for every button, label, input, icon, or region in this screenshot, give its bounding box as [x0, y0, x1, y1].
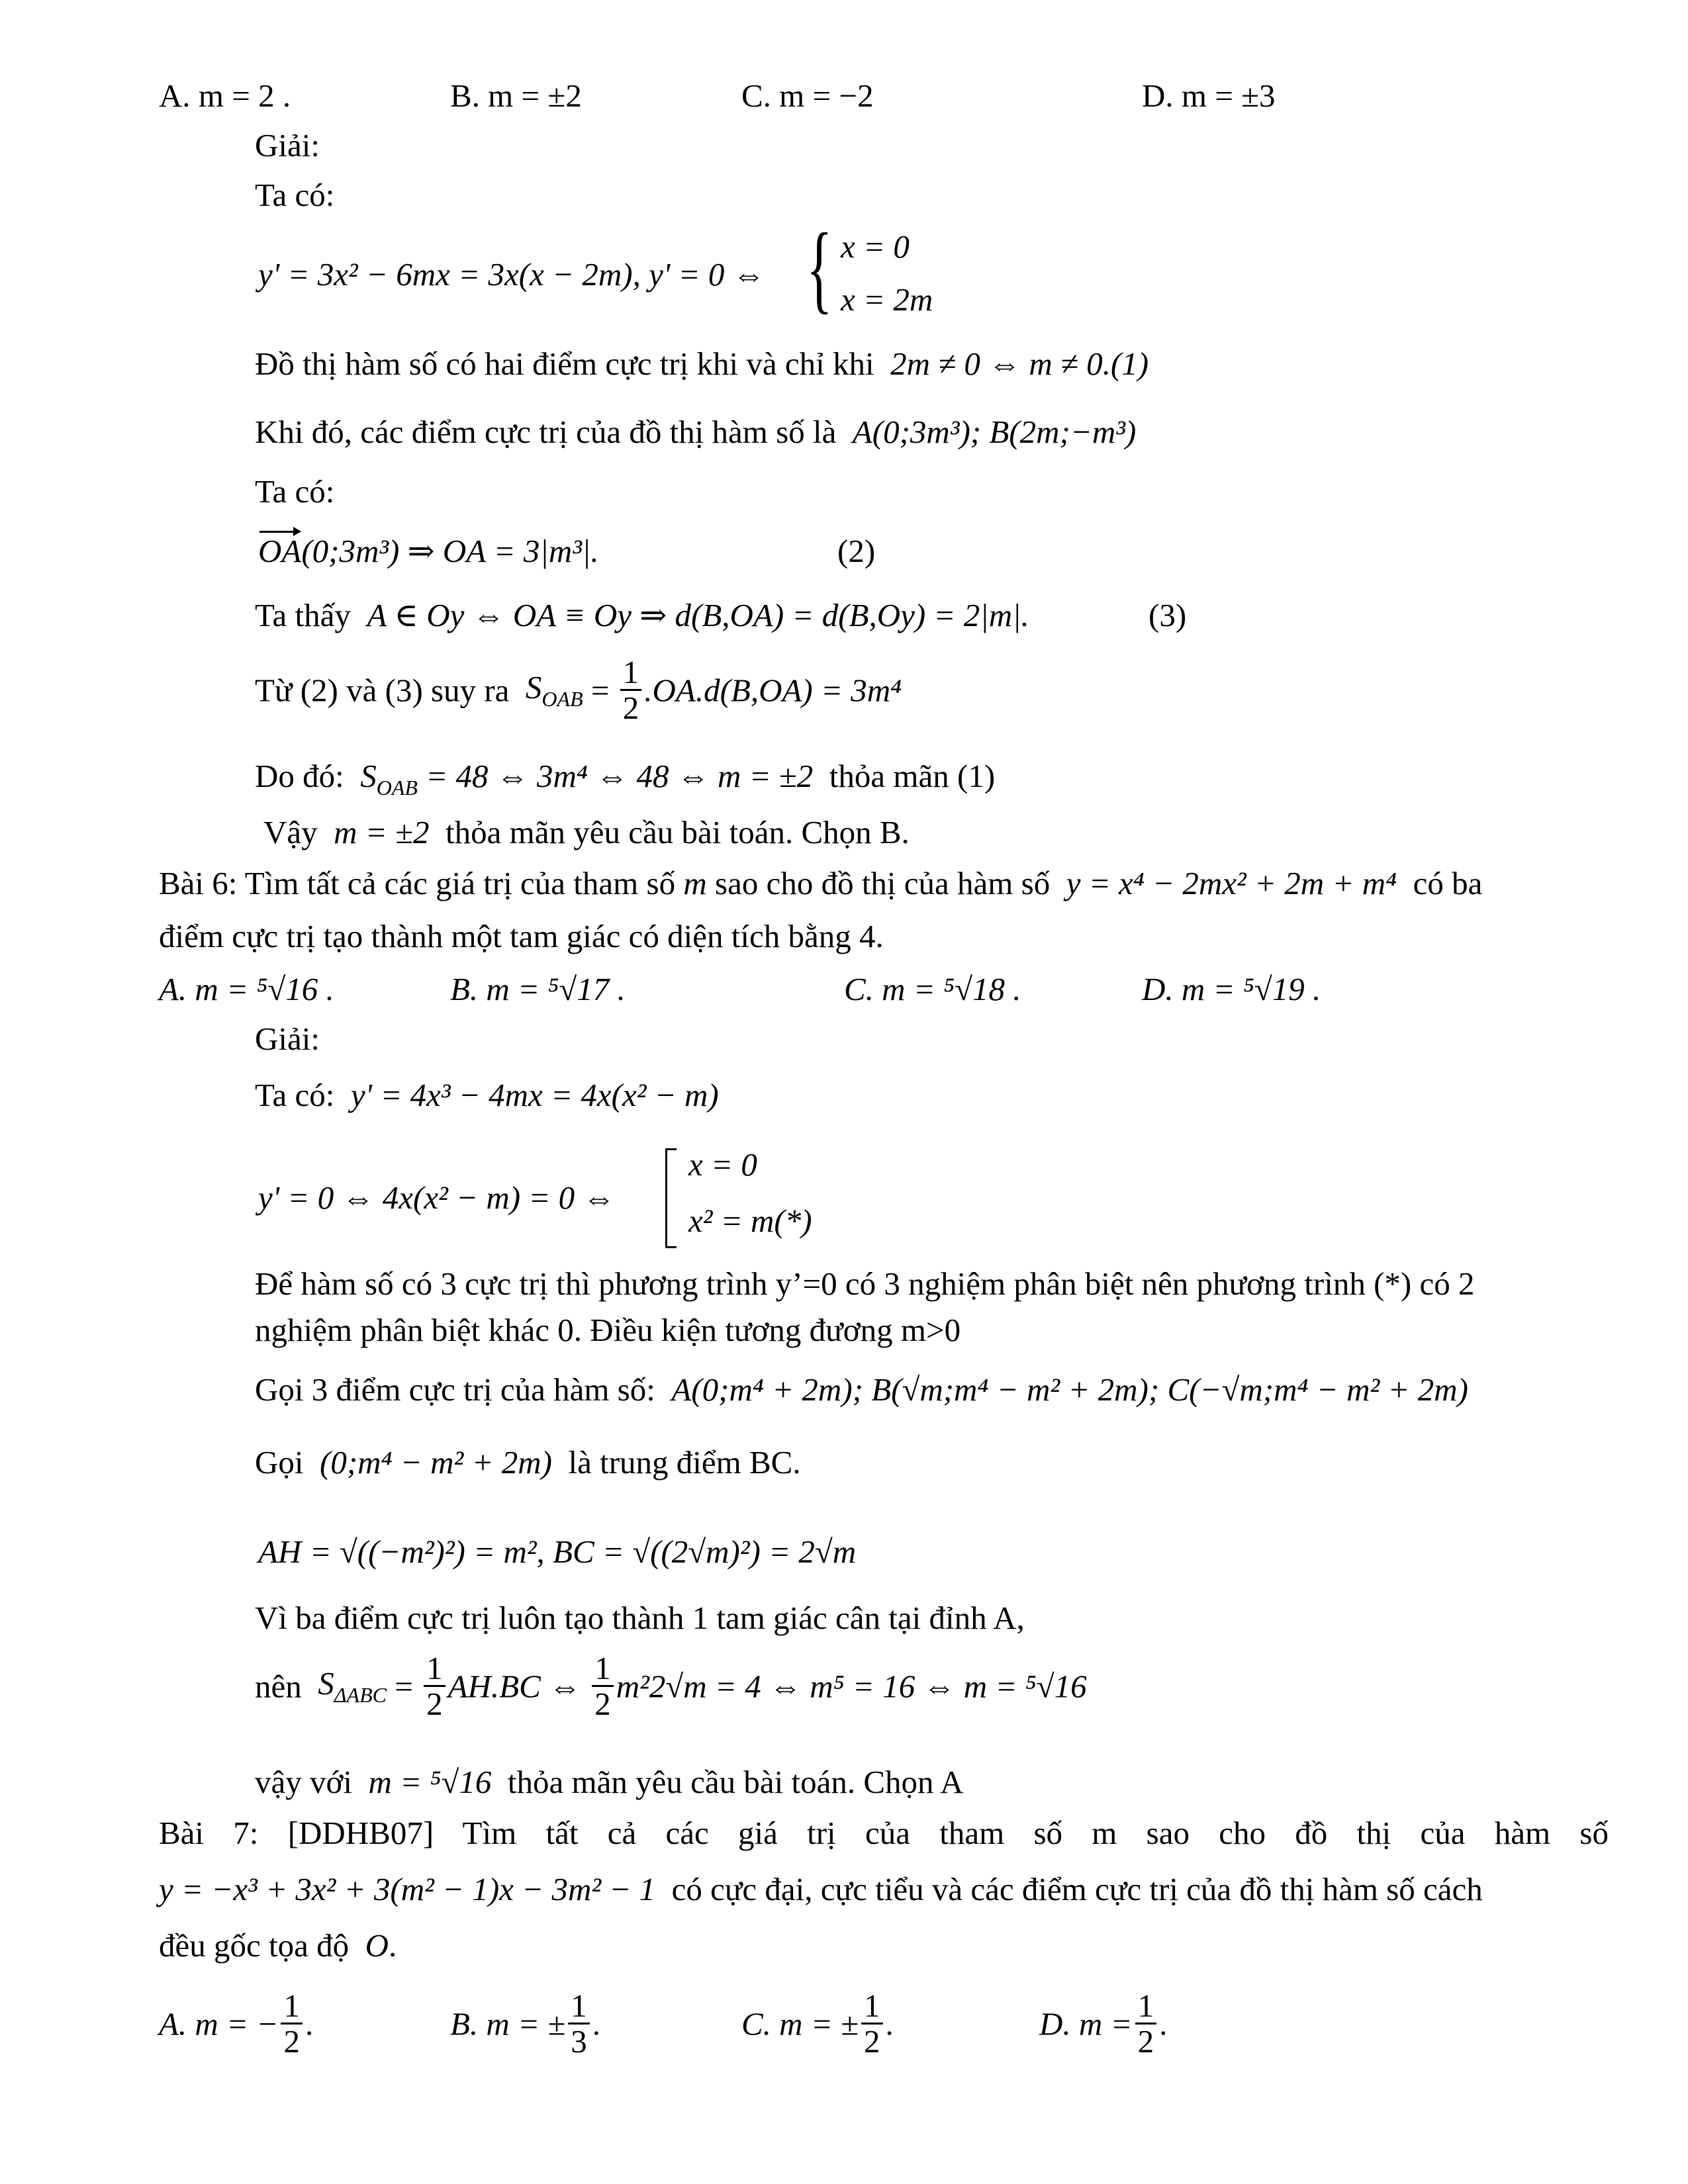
- text-line: Ta có: y' = 4x³ − 4mx = 4x(x² − m): [255, 1077, 719, 1113]
- problem-statement: Bài 7: [DDHB07] Tìm tất cả các giá trị của tham số m sao cho đồ thị của hàm số: [159, 1815, 1609, 1851]
- math-line: OA(0;3m³) ⇒ OA = 3|m³|.: [258, 533, 599, 569]
- equation-tag: (3): [1149, 597, 1187, 633]
- text-line: Vì ba điểm cực trị luôn tạo thành 1 tam giác cân tại đỉnh A,: [255, 1600, 1025, 1636]
- option-d: D. m = ±3: [1142, 77, 1276, 114]
- option-d: D. m = $\frac{1}{2}$ .: [1039, 1987, 1168, 2060]
- text-line: Để hàm số có 3 cực trị thì phương trình y’=0 có 3 nghiệm phân biệt nên phương trình (*) có 2: [255, 1265, 1475, 1302]
- text-line: Từ (2) và (3) suy ra $S_{OAB}$ = $\frac{1}{2}$ .OA.d(B,OA) = 3m⁴: [255, 654, 902, 727]
- text-line: Ta có:: [255, 177, 335, 213]
- text-line: Vậy m = ±2 thỏa mãn yêu cầu bài toán. Chọn B.: [263, 814, 910, 850]
- solution-heading: Giải:: [255, 127, 320, 163]
- text-line: Do đó: $S_{OAB} = 48$ ⇔ 3m⁴ ⇔ 48 ⇔ m = ±2 thỏa mãn (1): [255, 758, 996, 799]
- text-line: Đồ thị hàm số có hai điểm cực trị khi và chỉ khi 2m ≠ 0 ⇔ m ≠ 0.(1): [255, 345, 1149, 382]
- text-line: Ta có:: [255, 473, 335, 510]
- option-c: C. m = ± $\frac{1}{2}$ .: [741, 1987, 894, 2060]
- text-line: nên $S_{\Delta ABC}$ = $\frac{1}{2}$ AH.BC ⇔ $\frac{1}{2}$ m²2√m = 4 ⇔ m⁵ = 16 ⇔ m = ⁵√16: [255, 1650, 1087, 1723]
- option-a: A. m = 2 .: [159, 77, 291, 114]
- option-b: B. m = ±2: [450, 77, 582, 114]
- text-line: Gọi (0;m⁴ − m² + 2m) là trung điểm BC.: [255, 1444, 801, 1480]
- option-a: A. m = ⁵√16 .: [159, 971, 334, 1007]
- problem-statement: đều gốc tọa độ O.: [159, 1927, 397, 1964]
- problem-statement: y = −x³ + 3x² + 3(m² − 1)x − 3m² − 1 có cực đại, cực tiểu và các điểm cực trị của đồ thị hàm số cách: [159, 1871, 1483, 1907]
- case-line: x = 2m: [841, 281, 933, 318]
- case-line: x = 0: [688, 1146, 757, 1183]
- bracket: [665, 1148, 677, 1248]
- option-b: B. m = ± $\frac{1}{3}$ .: [450, 1987, 601, 2060]
- option-a: A. m = − $\frac{1}{2}$ .: [159, 1987, 314, 2060]
- text-line: nghiệm phân biệt khác 0. Điều kiện tương đương m>0: [255, 1312, 961, 1348]
- math-line: AH = √((−m²)²) = m², BC = √((2√m)²) = 2√m: [258, 1533, 857, 1570]
- solution-heading: Giải:: [255, 1021, 320, 1057]
- option-d: D. m = ⁵√19 .: [1142, 971, 1321, 1007]
- math-line: y' = 0 ⇔ 4x(x² − m) = 0 ⇔: [258, 1179, 616, 1216]
- derivative-formula: y' = 3x² − 6mx = 3x(x − 2m), y' = 0 ⇔: [258, 256, 765, 293]
- text-line: Khi đó, các điểm cực trị của đồ thị hàm số là A(0;3m³); B(2m;−m³): [255, 414, 1137, 450]
- case-line: x² = m(*): [688, 1203, 812, 1239]
- text-line: vậy với m = ⁵√16 thỏa mãn yêu cầu bài toán. Chọn A: [255, 1764, 964, 1800]
- text-line: Gọi 3 điểm cực trị của hàm số: A(0;m⁴ + 2m); B(√m;m⁴ − m² + 2m); C(−√m;m⁴ − m² + 2m): [255, 1371, 1468, 1408]
- option-c: C. m = −2: [741, 77, 874, 114]
- problem-statement: điểm cực trị tạo thành một tam giác có diện tích bằng 4.: [159, 918, 884, 954]
- problem-statement: Bài 6: Tìm tất cả các giá trị của tham số m sao cho đồ thị của hàm số y = x⁴ − 2mx² + 2m + m⁴ có ba: [159, 865, 1483, 901]
- text-line: Ta thấy A ∈ Oy ⇔ OA ≡ Oy ⇒ d(B,OA) = d(B,Oy) = 2|m|.: [255, 597, 1029, 633]
- left-brace: {: [806, 213, 833, 323]
- option-b: B. m = ⁵√17 .: [450, 971, 626, 1007]
- option-c: C. m = ⁵√18 .: [844, 971, 1021, 1007]
- equation-tag: (2): [837, 533, 876, 569]
- case-line: x = 0: [841, 228, 910, 265]
